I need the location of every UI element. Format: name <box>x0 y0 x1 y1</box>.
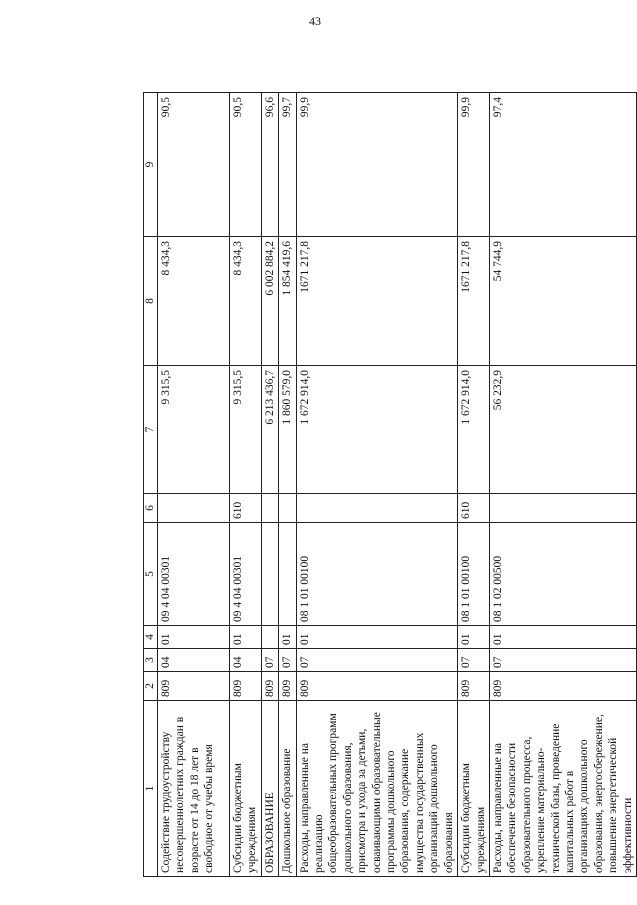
cell-c6: 610 <box>458 494 490 523</box>
header-cell: 7 <box>144 366 158 494</box>
cell-c2: 809 <box>489 672 636 701</box>
rotated-table-container <box>143 93 634 877</box>
header-row <box>144 93 158 877</box>
cell-c4 <box>261 626 278 649</box>
header-cell: 4 <box>144 626 158 649</box>
table-row <box>296 93 457 877</box>
table-row <box>489 93 636 877</box>
cell-c5: 08 1 01 00100 <box>296 523 457 626</box>
cell-c5: 08 1 02 00500 <box>489 523 636 626</box>
cell-c2: 809 <box>458 672 490 701</box>
cell-c9: 97,4 <box>489 93 636 237</box>
cell-c8: 1 854 419,6 <box>279 237 296 366</box>
cell-c5 <box>279 523 296 626</box>
cell-c9: 90,5 <box>230 93 262 237</box>
cell-c6 <box>261 494 278 523</box>
table-row <box>230 93 262 877</box>
cell-c9: 96,6 <box>261 93 278 237</box>
header-cell: 6 <box>144 494 158 523</box>
cell-c4: 01 <box>279 626 296 649</box>
cell-c6 <box>489 494 636 523</box>
cell-c4: 01 <box>458 626 490 649</box>
cell-c9: 99,9 <box>458 93 490 237</box>
cell-c7: 6 213 436,7 <box>261 366 278 494</box>
cell-c7: 9 315,5 <box>230 366 262 494</box>
table-row <box>458 93 490 877</box>
header-cell: 3 <box>144 649 158 672</box>
cell-c6 <box>279 494 296 523</box>
cell-c9: 90,5 <box>158 93 230 237</box>
header-cell: 9 <box>144 93 158 237</box>
cell-c5: 09 4 04 00301 <box>158 523 230 626</box>
cell-c5 <box>261 523 278 626</box>
cell-c3: 04 <box>158 649 230 672</box>
cell-c8: 8 434,3 <box>158 237 230 366</box>
cell-c3: 07 <box>458 649 490 672</box>
row-name: Дошкольное образование <box>279 701 296 877</box>
cell-c5: 09 4 04 00301 <box>230 523 262 626</box>
cell-c3: 04 <box>230 649 262 672</box>
cell-c9: 99,9 <box>296 93 457 237</box>
row-name: Содействие трудоустройству несовершеннолетних граждан в возрасте от 14 до 18 лет в свободное от учебы время <box>158 701 230 877</box>
page-number: 43 <box>309 14 321 28</box>
cell-c2: 809 <box>261 672 278 701</box>
header-cell: 5 <box>144 523 158 626</box>
cell-c3: 07 <box>261 649 278 672</box>
cell-c4: 01 <box>158 626 230 649</box>
cell-c8: 8 434,3 <box>230 237 262 366</box>
cell-c2: 809 <box>158 672 230 701</box>
cell-c4: 01 <box>489 626 636 649</box>
row-name: Расходы, направленные на реализацию общеобразовательных программ дошкольного образования, присмотра и ухода за детьми, осваивающими образовательные программы дошкольного образования, содержание имущества государственных организаций дошкольного образования <box>296 701 457 877</box>
cell-c6: 610 <box>230 494 262 523</box>
cell-c8: 1671 217,8 <box>458 237 490 366</box>
cell-c8: 1671 217,8 <box>296 237 457 366</box>
header-cell: 8 <box>144 237 158 366</box>
row-name: Расходы, направленные на обеспечение безопасности образовательного процесса, укрепление материально-технической базы, проведение капитальных работ в организациях дошкольного образования, энергосбережение, повышение энергетической эффективности <box>489 701 636 877</box>
table-row <box>261 93 278 877</box>
budget-table <box>143 92 637 877</box>
cell-c6 <box>158 494 230 523</box>
cell-c7: 9 315,5 <box>158 366 230 494</box>
cell-c2: 809 <box>279 672 296 701</box>
table-row <box>158 93 230 877</box>
cell-c7: 1 672 914,0 <box>296 366 457 494</box>
cell-c2: 809 <box>230 672 262 701</box>
row-name: Субсидии бюджетным учреждениям <box>458 701 490 877</box>
cell-c3: 07 <box>489 649 636 672</box>
cell-c6 <box>296 494 457 523</box>
cell-c7: 1 672 914,0 <box>458 366 490 494</box>
cell-c8: 54 744,9 <box>489 237 636 366</box>
cell-c8: 6 002 884,2 <box>261 237 278 366</box>
cell-c3: 07 <box>279 649 296 672</box>
row-name: ОБРАЗОВАНИЕ <box>261 701 278 877</box>
cell-c4: 01 <box>296 626 457 649</box>
cell-c7: 56 232,9 <box>489 366 636 494</box>
header-cell: 1 <box>144 701 158 877</box>
cell-c5: 08 1 01 00100 <box>458 523 490 626</box>
table-row <box>279 93 296 877</box>
row-name: Субсидии бюджетным учреждениям <box>230 701 262 877</box>
cell-c7: 1 860 579,0 <box>279 366 296 494</box>
cell-c4: 01 <box>230 626 262 649</box>
header-cell: 2 <box>144 672 158 701</box>
cell-c3: 07 <box>296 649 457 672</box>
cell-c9: 99,7 <box>279 93 296 237</box>
cell-c2: 809 <box>296 672 457 701</box>
